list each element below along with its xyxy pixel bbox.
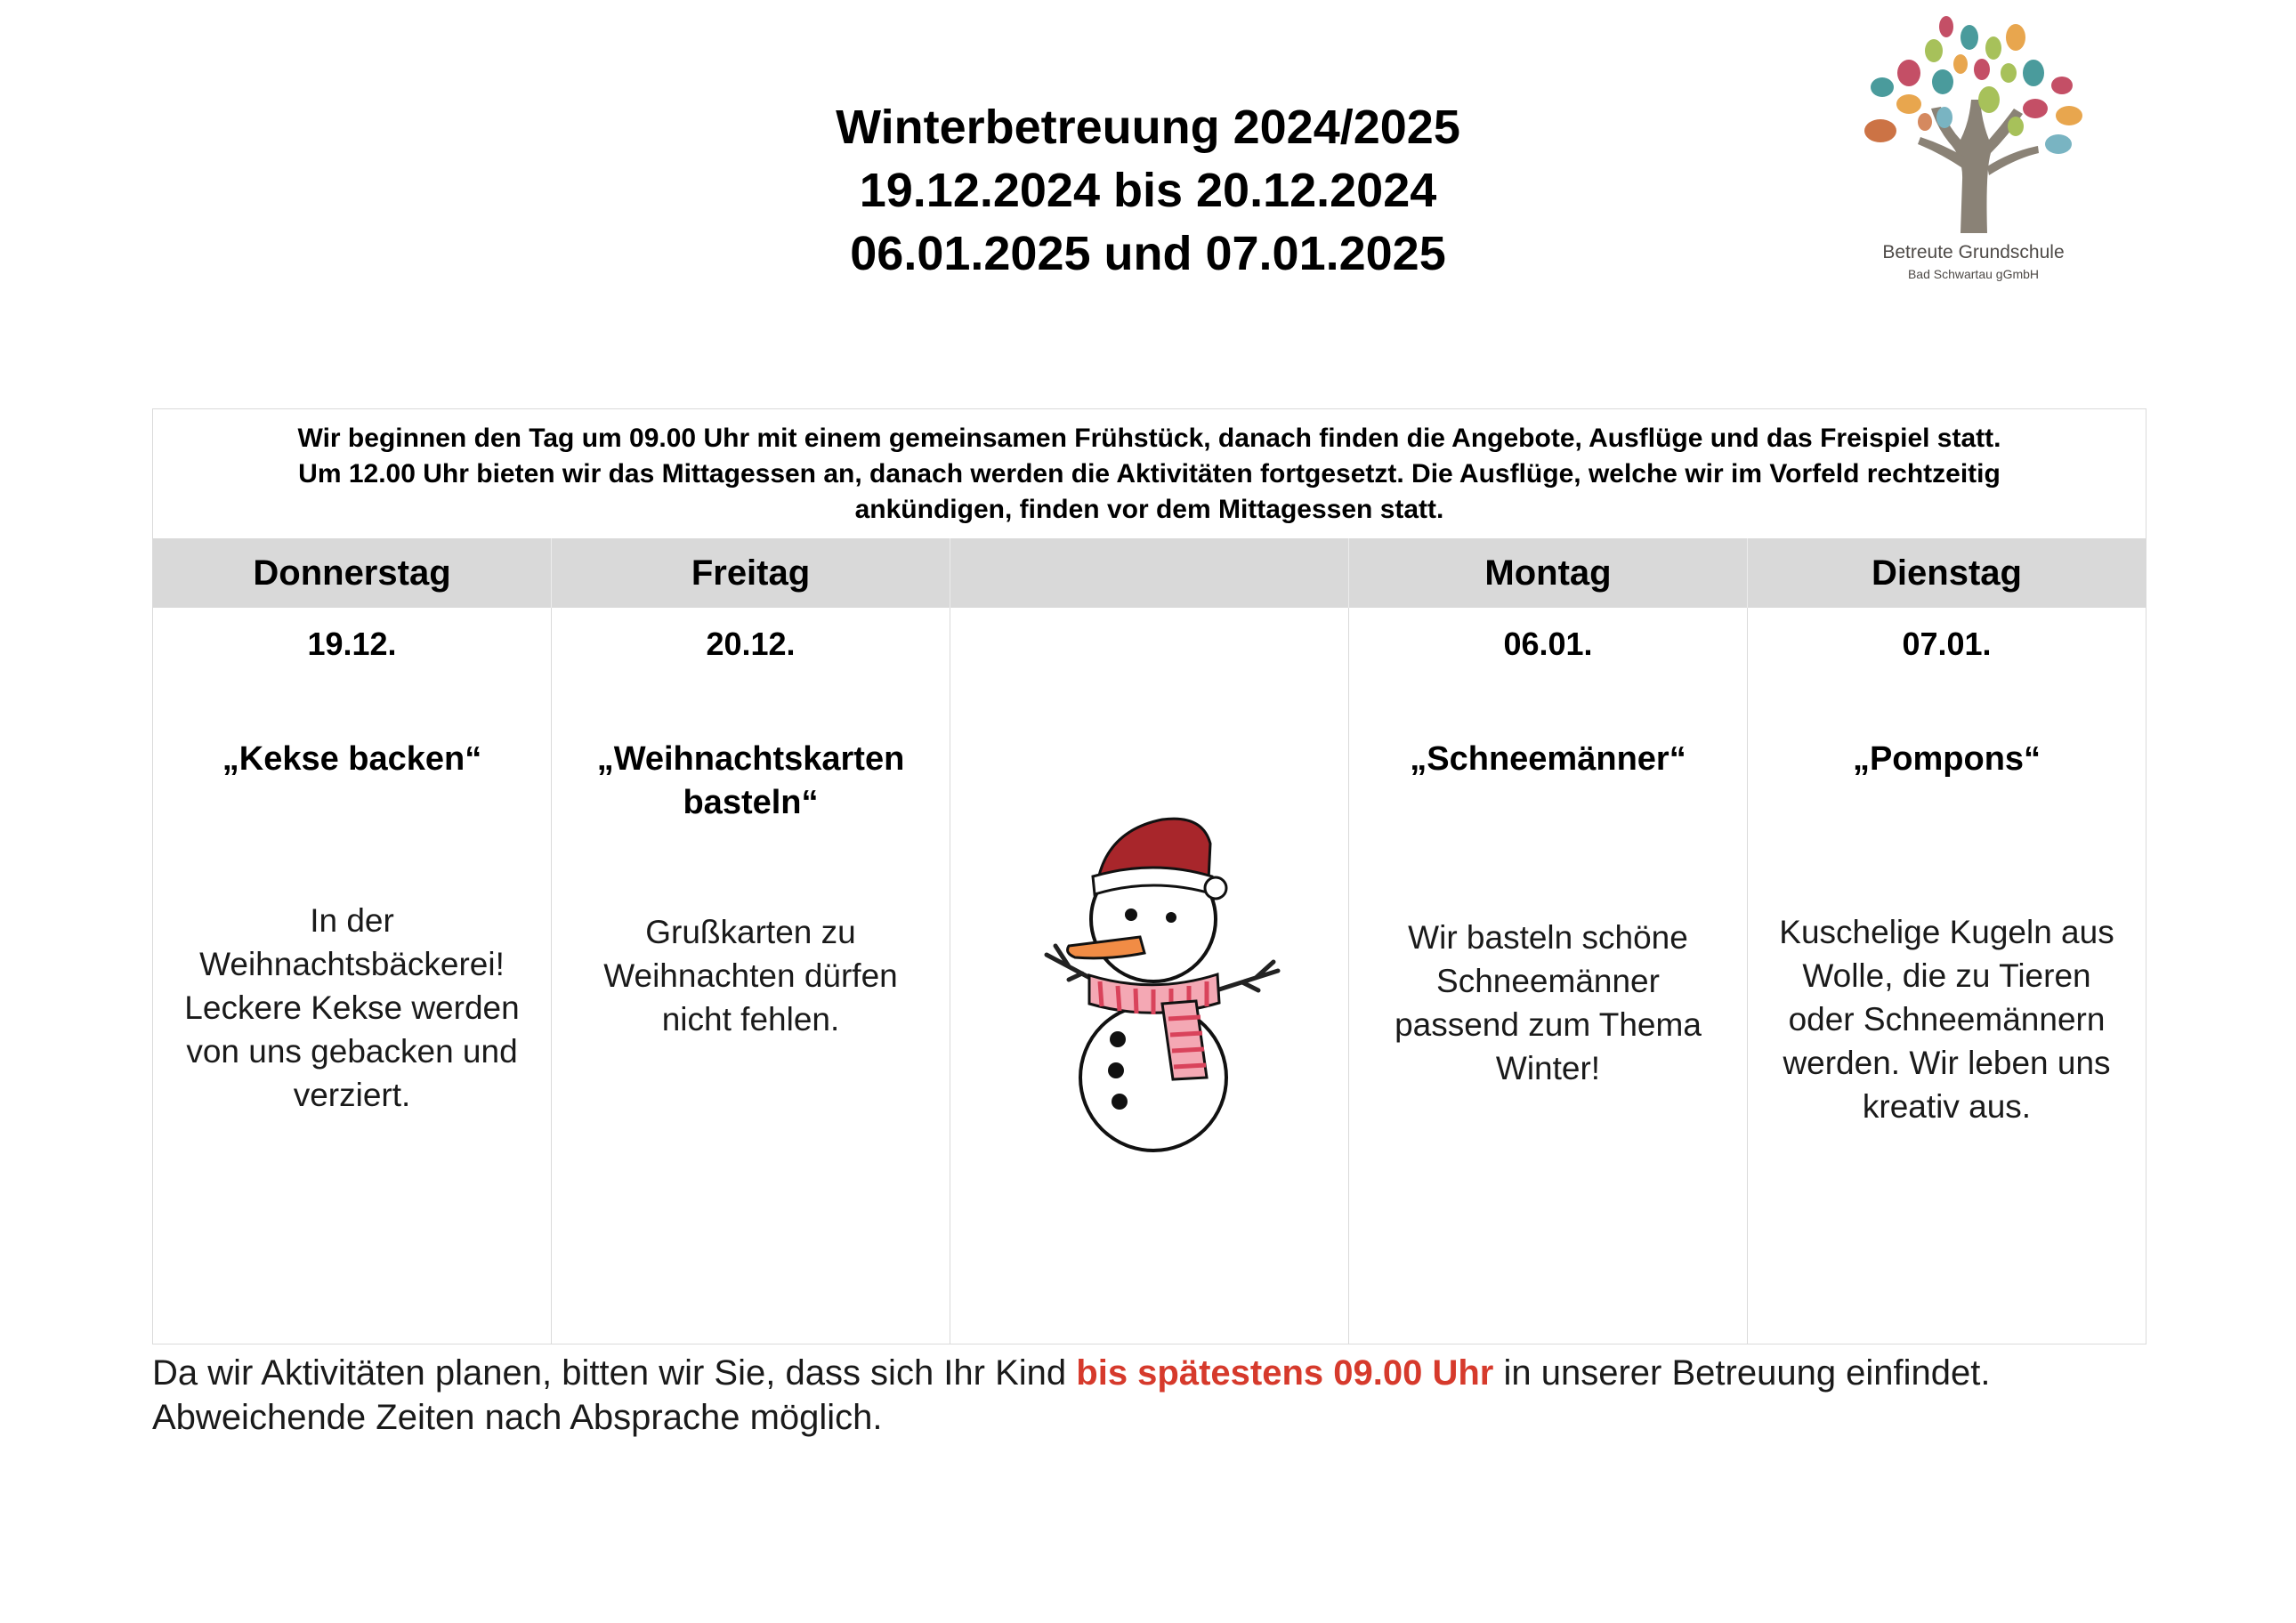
logo-text-line1: Betreute Grundschule [1882,242,2065,262]
day-column-thursday [153,608,551,1344]
footer-line-2: Abweichende Zeiten nach Absprache möglich. [152,1398,883,1437]
day-date: 20.12. [706,626,796,662]
footer-note [152,1351,2199,1440]
deadline-highlight: bis spätestens 09.00 Uhr [1076,1353,1494,1393]
description-line: Leckere Kekse werden [184,989,520,1026]
description-line: Wir basteln schöne [1408,919,1688,956]
description-line: nicht fehlen. [661,1001,840,1038]
day-column-illustration [950,608,1348,1344]
weekday-header: Montag [1348,538,1747,608]
description-line: Grußkarten zu [645,914,856,950]
description-line: Kuschelige Kugeln aus [1779,914,2114,950]
activity-line: „Schneemänner“ [1410,740,1686,778]
weekday-header: Freitag [551,538,950,608]
footer-text: Da wir Aktivitäten planen, bitten wir Sie, dass sich Ihr Kind [152,1353,1077,1393]
activity-description [564,910,937,1041]
description-line: In der [310,902,394,939]
activity-title [1367,738,1729,781]
activity-description [1760,910,2133,1128]
title-line: 19.12.2024 bis 20.12.2024 [859,164,1437,217]
activity-description [1362,916,1734,1090]
footer-text: in unserer Betreuung einfindet. [1493,1353,1991,1393]
day-date: 19.12. [307,626,397,662]
description-line: verziert. [293,1077,411,1113]
description-line: Wolle, die zu Tieren [1802,957,2091,994]
day-columns [153,608,2146,1344]
day-date: 07.01. [1902,626,1992,662]
intro-line: Um 12.00 Uhr bieten wir das Mittagessen an, danach werden die Aktivitäten fortgesetzt. Die Ausflüge, welche wir im Vorfeld rechtzeitig [298,458,2001,489]
intro-line: ankündigen, finden vor dem Mittagessen statt. [854,494,1444,524]
activity-line: basteln“ [683,784,819,821]
weekday-header-row [153,538,2146,608]
title-line: Winterbetreuung 2024/2025 [836,101,1460,154]
description-line: Weihnachten dürfen [603,957,898,994]
tree-logo-icon [1855,11,2091,238]
intro-line: Wir beginnen den Tag um 09.00 Uhr mit einem gemeinsamen Frühstück, danach finden die Angebote, Ausflüge und das Freispiel statt. [297,423,2001,453]
activity-description [166,899,538,1117]
weekday-header: Dienstag [1747,538,2146,608]
description-line: passend zum Thema [1395,1006,1702,1043]
description-line: Weihnachtsbäckerei! [199,946,505,982]
activity-title [171,738,533,781]
footer-line-1 [152,1351,2199,1395]
activity-line: „Pompons“ [1852,740,2041,778]
title-line: 06.01.2025 und 07.01.2025 [850,227,1446,280]
activity-title [1766,738,2128,781]
schedule-table [152,408,2146,1344]
description-line: werden. Wir leben uns [1783,1045,2111,1081]
description-line: kreativ aus. [1862,1088,2032,1125]
description-line: Schneemänner [1436,963,1660,999]
activity-line: „Kekse backen“ [222,740,482,778]
weekday-header-empty [950,538,1348,608]
activity-line: „Weihnachtskarten [596,740,905,778]
day-column-tuesday [1747,608,2146,1344]
description-line: Winter! [1495,1050,1601,1086]
day-column-friday [551,608,950,1344]
intro-text [153,409,2146,538]
description-line: von uns gebacken und [186,1033,518,1070]
snowman-icon [1020,812,1287,1155]
day-date: 06.01. [1503,626,1593,662]
logo-text-line2: Bad Schwartau gGmbH [1907,267,2040,281]
activity-title [570,738,932,825]
school-logo [1855,11,2091,287]
weekday-header: Donnerstag [253,553,451,593]
description-line: oder Schneemännern [1788,1001,2106,1038]
day-column-monday [1348,608,1747,1344]
